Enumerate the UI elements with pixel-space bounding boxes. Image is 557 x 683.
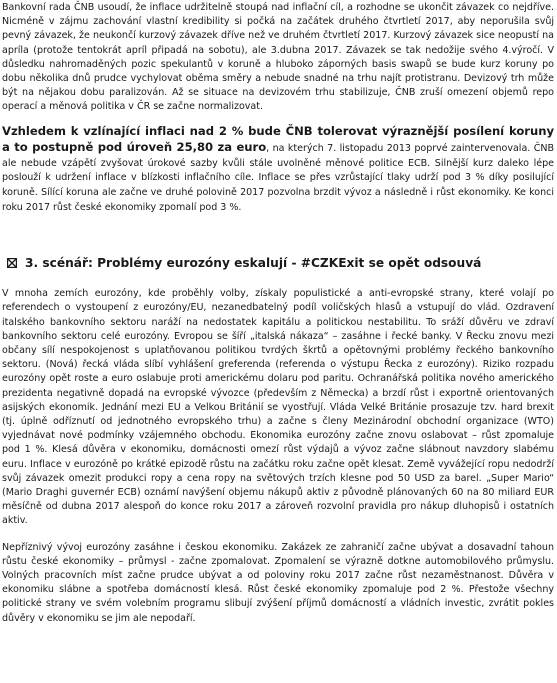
paragraph-lead-bold: Vzhledem k vzlínající inflaci nad 2 % bude ČNB tolerovat výraznější posílení koruny a to postupně pod úroveň 25,80 za euro	[2, 123, 554, 155]
paragraph-eurozone-problems: V mnoha zemích eurozóny, kde proběhly volby, získaly populistické a anti-evropské strany, které volají po referendech o vystoupení z eurozóny/EU, nezanedbatelný podíl voličských hlasů a vstupují do vlád. Ozdravení italského bankovního sektoru naráží na nedostatek kapitálu a politickou nestabilitu. To sráží důvěru ve zdraví bankovního sektoru celé eurozóny. Evropou se šíří „italská nákaza“ – zasáhne i řecké banky. V Řecku znovu mezi občany sílí nespokojenost s uplatňovanou politikou tvrdých škrtů a opětovnými problémy řeckého bankovního sektoru. (Nová) řecká vláda slíbí vyhlášení greferenda (referenda o výstupu Řecka z eurozóny). Riziko rozpadu eurozóny opět roste a euro oslabuje proti americkému dolaru pod paritu. Ochranářská politika nového amerického prezidenta negativně dopadá na evropské vývozce (především z Německa) a brzdí růst i exportně orientovaných asijských ekonomik. Jednání mezi EU a Velkou Británií se vyostřují. Vláda Velké Británie prosazuje tzv. hard brexit (tj. úplně odříznutí od jednotného evropského trhu) a začne s členy Mezinárodní obchodní organizace (WTO) vyjednávat nové podmínky vzájemného obchodu. Ekonomika eurozóny začne znovu oslabovat – růst zpomaluje pod 1 %. Klesá důvěra v ekonomiku, domácnosti omezí růst výdajů a vývoz začne slábnout navzdory slabému euru. Inflace v eurozóně po krátké epizodě růstu na začátku roku začne opět klesat. Země vyvážející ropu nedodrží svůj závazek omezit produkci ropy a cena ropy na světových trzích klesne pod 50 USD za barel. „Super Mario“ (Mario Draghi guvernér ECB) oznámí navýšení objemu nákupů aktiv z původně plánovaných 60 na 80 miliard EUR měsíčně od dubna 2017 alespoň do konce roku 2017 a zároveň rozvolní pravidla pro nákup dluhopisů i ostatních aktiv.	[2, 288, 554, 527]
paragraph-czech-economy: Nepříznivý vývoj eurozóny zasáhne i českou ekonomiku. Zakázek ze zahraničí začne ubývat a dosavadní tahoun růstu české ekonomiky – průmysl - začne zpomalovat. Zpomalení se výrazně dotkne automobilového průmyslu. Volných pracovních míst začne prudce ubývat a od poloviny roku 2017 začne růst nezaměstnanost. Důvěra v ekonomiku slábne a spotřeba domácností klesá. Růst české ekonomiky zpomaluje pod 2 %. Přestože všechny politické strany ve svém volebním programu slibují zvýšení příjmů domácností a vládních investic, zvrátit pokles důvěry v ekonomiku se jim ale nepodaří.	[2, 541, 554, 624]
paragraph-koruna-appreciation	[2, 124, 554, 216]
section-heading	[7, 255, 554, 271]
paragraph-cnb-decision: Bankovní rada ČNB usoudí, že inflace udržitelně stoupá nad inflační cíl, a rozhodne se ukončit závazek co nejdříve. Nicméně v zájmu zachování vlastní kredibility si počká na začátek druhého čtvrtletí 2017, aby neporušila svůj pevný závazek, že neukončí kurzový závazek dříve než ve druhém čtvrtletí 2017. Kurzový závazek sice neopustí na apríla (protože tentokrát apríl připadá na sobotu), ale 3.dubna 2017. Závazek se tak nedožije svého 4.výročí. V důsledku nahromaděných pozic spekulantů v koruně a hluboko záporných basis swapů se bude kurz koruny po dobu několika dnů prudce vychylovat oběma směry a nebude snadné na trhu najít protistranu. Devizový trh může být na nějakou dobu paralizován. Až se situace na devizovém trhu stabilizuje, ČNB zruší omezení objemů repo operací a měnová politika v ČR se začne normalizovat.	[2, 2, 554, 113]
section-title: 3. scénář: Problémy eurozóny eskalují - #CZKExit se opět odsouvá	[25, 256, 482, 271]
paragraph-body: , na kterých 7. listopadu 2013 poprvé zaintervenovala. ČNB ale nebude vzápětí zvyšovat úrokové sazby kvůli stále uvolněné měnové politice ECB. Silnější kurz daleko lépe poslouží k udržení inflace v blízkosti inflačního cíle. Inflace se přes vzrůstající tlaky udrží pod 3 % díky posilující koruně. Sílící koruna ale začne ve druhé polovině 2017 pozvolna brzdit vývoz a následně i růst ekonomiky. Ke konci roku 2017 růst české ekonomiky zpomalí pod 3 %.	[2, 143, 554, 213]
boxed-x-icon	[7, 258, 17, 268]
